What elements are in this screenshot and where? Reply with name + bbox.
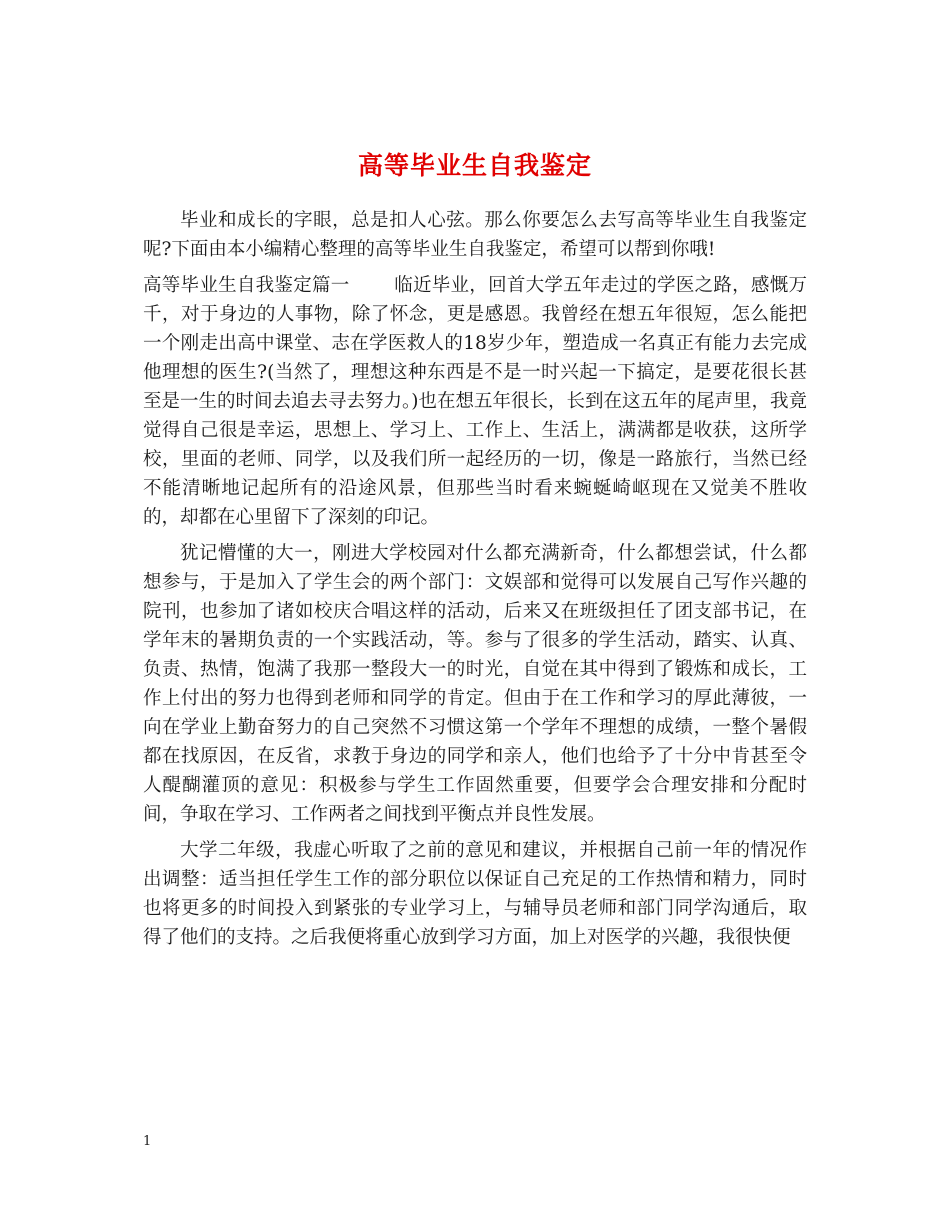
document-body <box>143 206 807 959</box>
document-title: 高等毕业生自我鉴定 <box>357 150 592 180</box>
section-heading: 高等毕业生自我鉴定篇一 <box>143 275 350 296</box>
paragraph-2: 犹记懵懂的大一，刚进大学校园对什么都充满新奇，什么都想尝试，什么都想参与，于是加入了学生会的两个部门：文娱部和觉得可以发展自己写作兴趣的院刊，也参加了诸如校庆合唱这样的活动，后来又在班级担任了团支部书记，在学年末的暑期负责的一个实践活动，等。参与了很多的学生活动，踏实、认真、负责、热情，饱满了我那一整段大一的时光，自觉在其中得到了锻炼和成长，工作上付出的努力也得到老师和同学的肯定。但由于在工作和学习的厚此薄彼，一向在学业上勤奋努力的自己突然不习惯这第一个学年不理想的成绩，一整个暑假都在找原因，在反省，求教于身边的同学和亲人，他们也给予了十分中肯甚至令人醍醐灌顶的意见：积极参与学生工作固然重要，但要学会合理安排和分配时间，争取在学习、工作两者之间找到平衡点并良性发展。 <box>143 543 807 825</box>
paragraph-1-text: 临近毕业，回首大学五年走过的学医之路，感慨万千，对于身边的人事物，除了怀念，更是感恩。我曾经在想五年很短，怎么能把一个刚走出高中课堂、志在学医救人的18岁少年，塑造成一名真正有能力去完成他理想的医生?(当然了，理想这种东西是不是一时兴起一下搞定，是要花很长甚至是一生的时间去追去寻去努力。)也在想五年很长，长到在这五年的尾声里，我竟觉得自己很是幸运，思想上、学习上、工作上、生活上，满满都是收获，这所学校，里面的老师、同学，以及我们所一起经历的一切，像是一路旅行，当然已经不能清晰地记起所有的沿途风景，但那些当时看来蜿蜒崎岖现在又觉美不胜收的，却都在心里留下了深刻的印记。 <box>143 275 807 528</box>
page-number: 1 <box>143 1134 152 1149</box>
section-one-paragraph <box>143 271 807 532</box>
intro-paragraph: 毕业和成长的字眼，总是扣人心弦。那么你要怎么去写高等毕业生自我鉴定呢?下面由本小编精心整理的高等毕业生自我鉴定，希望可以帮到你哦! <box>143 210 807 260</box>
paragraph-3: 大学二年级，我虚心听取了之前的意见和建议，并根据自己前一年的情况作出调整：适当担任学生工作的部分职位以保证自己充足的工作热情和精力，同时也将更多的时间投入到紧张的专业学习上，与辅导员老师和部门同学沟通后，取得了他们的支持。之后我便将重心放到学习方面，加上对医学的兴趣，我很快便 <box>143 840 807 948</box>
